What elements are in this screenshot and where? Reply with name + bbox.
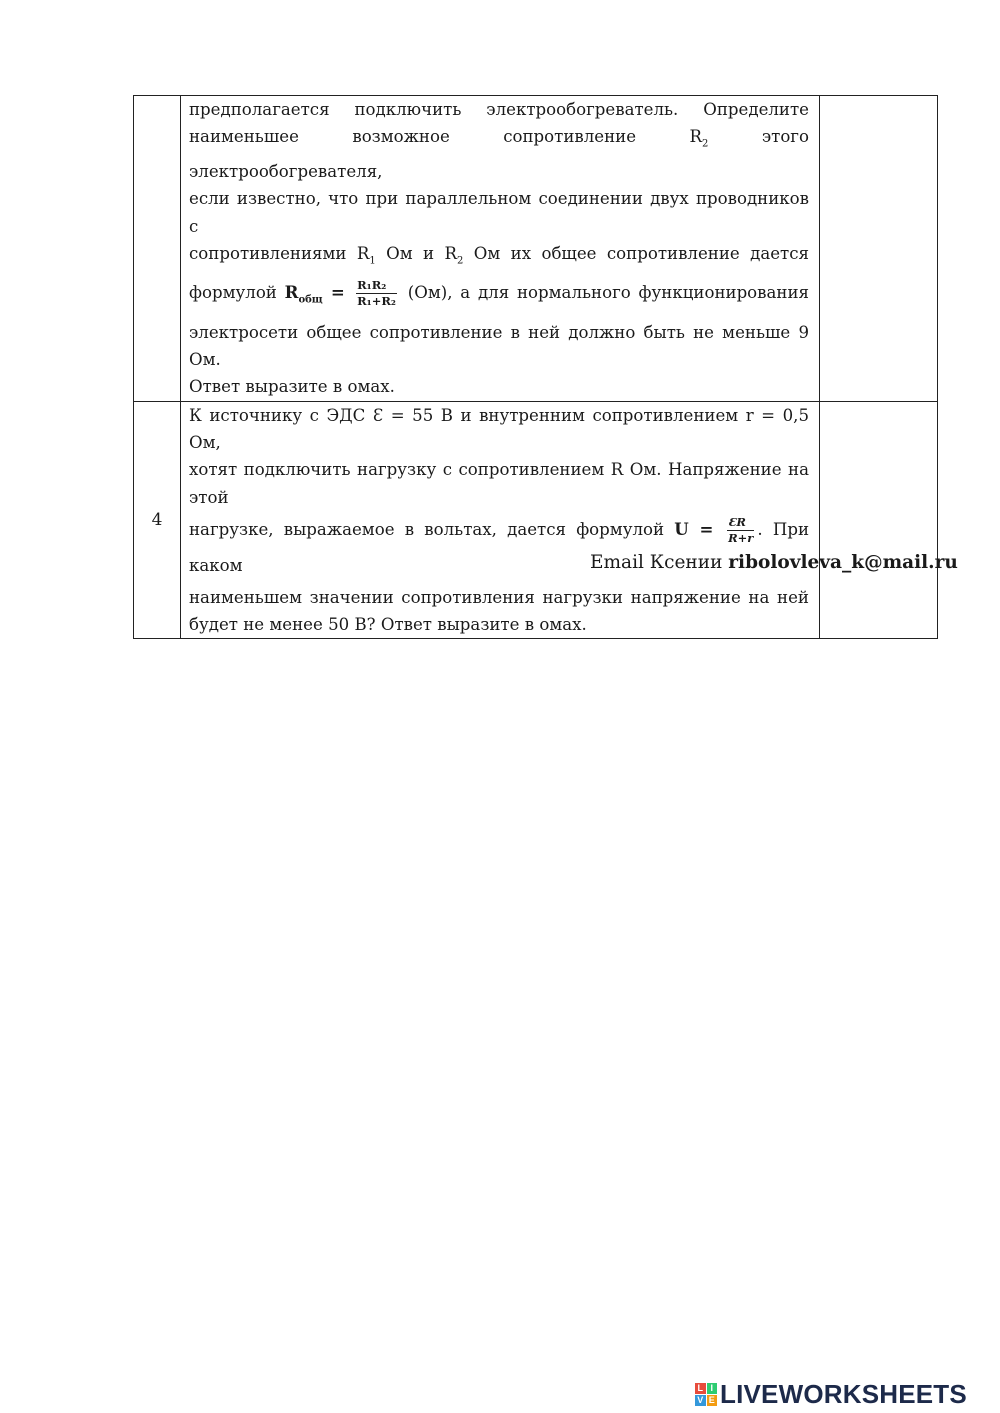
task-line: нагрузке, выражаемое в вольтах, дается формулой U = $\frac{ƐR}{R+r}$ . При каком [189, 514, 809, 575]
task-line: если известно, что при параллельном соединении двух проводников с [189, 189, 809, 236]
logo-tile: I [707, 1383, 718, 1394]
logo-tile: L [695, 1383, 706, 1394]
task-line: электросети общее сопротивление в ней должно быть не меньше 9 Ом. [189, 322, 809, 370]
task-line: Ответ выразите в омах. [189, 377, 395, 397]
task-line: К источнику с ЭДС Ɛ = 55 В и внутренним сопротивлением r = 0,5 Ом, [189, 405, 809, 452]
task-line: будет не менее 50 В? Ответ выразите в омах. [189, 615, 587, 635]
formula-u: U = [674, 518, 725, 539]
liveworksheets-logo-icon [695, 1383, 717, 1405]
task-line: сопротивлениями $R_1$ Ом и $R_2$ Ом их общее сопротивление дается [189, 243, 809, 267]
author-email [590, 552, 958, 573]
table-row [134, 96, 938, 402]
table-row [134, 401, 938, 639]
task-line: формулой $R_{общ}$ = $\frac{\text{R₁R₂}}{\text{R₁+R₂}}$ (Ом), а для нормального функционирования [189, 278, 809, 309]
task-number: 4 [134, 401, 181, 639]
task-number [134, 96, 181, 402]
task-line: хотят подключить нагрузку с сопротивлением R Ом. Напряжение на этой [189, 460, 809, 507]
email-address[interactable]: ribolovleva_k@mail.ru [728, 552, 958, 573]
task-line: наименьшее возможное сопротивление $R_2$ этого электрообогревателя, [189, 127, 809, 181]
task-text [181, 401, 820, 639]
formula-r-total: $R_{общ}$ = [284, 282, 354, 306]
logo-tile: V [695, 1395, 706, 1406]
liveworksheets-brand[interactable] [695, 1376, 967, 1412]
email-label: Email Ксении [590, 552, 729, 573]
answer-cell[interactable] [820, 401, 938, 639]
logo-tile: E [707, 1395, 718, 1406]
brand-name: LIVEWORKSHEETS [720, 1378, 967, 1409]
task-line: наименьшем значении сопротивления нагрузки напряжение на ней [189, 587, 809, 607]
resistance-fraction: $\frac{\text{R₁R₂}}{\text{R₁+R₂}}$ [357, 278, 396, 309]
answer-cell[interactable] [820, 96, 938, 402]
task-line: предполагается подключить электрообогреватель. Определите [189, 100, 809, 119]
task-text [181, 96, 820, 402]
voltage-fraction: $\frac{ƐR}{R+r}$ [728, 514, 754, 545]
